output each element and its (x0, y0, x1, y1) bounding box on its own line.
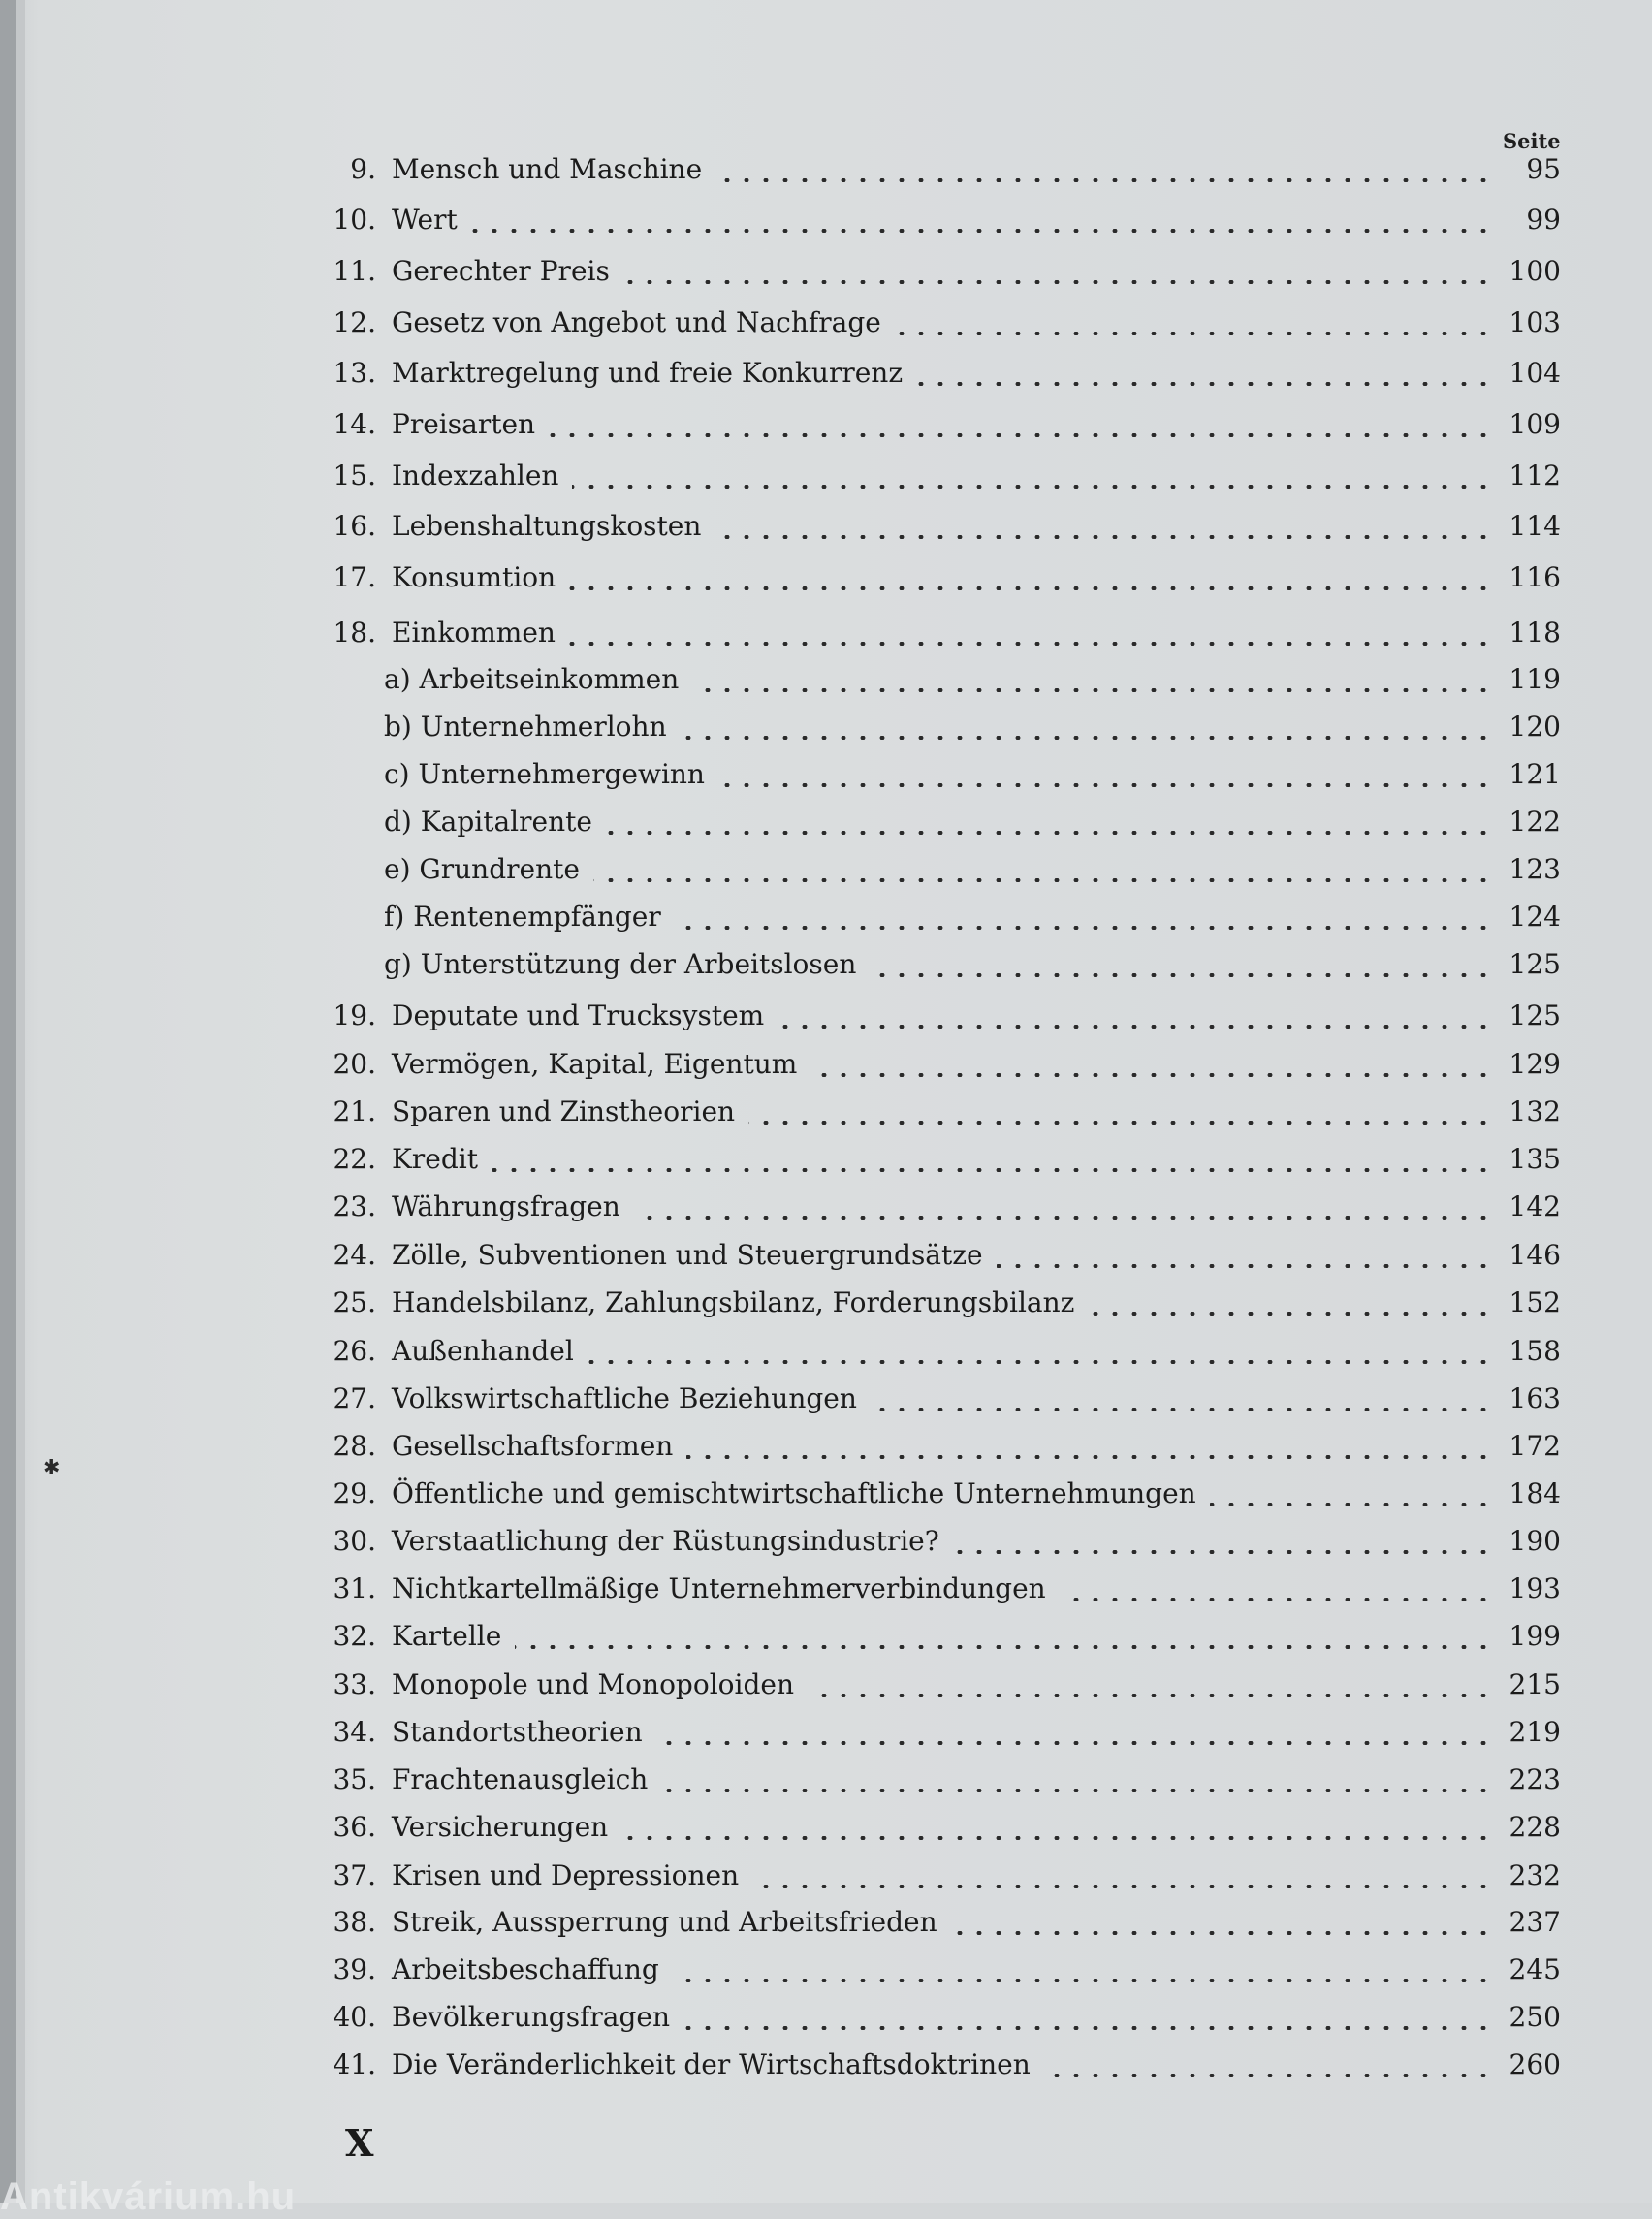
toc-entry-title: Konsumtion (392, 561, 556, 593)
leader-dots (549, 433, 1493, 437)
toc-entry-title: c) Unternehmergewinn (384, 758, 705, 790)
toc-entry-page: 219 (1509, 1716, 1561, 1748)
toc-entry-number: 24. (333, 1239, 376, 1271)
leader-dots (1088, 1312, 1493, 1316)
toc-entry-title: Kartelle (392, 1620, 502, 1652)
leader-dots (606, 831, 1493, 835)
book-gutter (0, 0, 16, 2203)
toc-entry (330, 408, 1571, 447)
toc-entry (330, 853, 1571, 892)
toc-entry-title: Zölle, Subventionen und Steuergrundsätze (392, 1239, 983, 1271)
leader-dots (748, 1121, 1493, 1125)
leader-dots (870, 973, 1493, 977)
leader-dots (692, 688, 1493, 692)
toc-entry-title: f) Rentenempfänger (384, 901, 661, 933)
toc-entry (330, 1430, 1571, 1469)
toc-entry-title: Verstaatlichung der Rüstungsindustrie? (392, 1525, 939, 1557)
toc-entry-number: 30. (333, 1525, 376, 1557)
toc-entry-title: b) Unternehmerlohn (384, 711, 667, 743)
toc-entry-title: Marktregelung und freie Konkurrenz (392, 357, 904, 389)
toc-entry-number: 20. (333, 1048, 376, 1080)
toc-entry (330, 1763, 1571, 1802)
toc-entry (330, 999, 1571, 1038)
toc-entry-title: Sparen und Zinstheorien (392, 1095, 736, 1127)
toc-entry-page: 109 (1509, 408, 1561, 440)
toc-entry-page: 223 (1509, 1763, 1561, 1795)
leader-dots (997, 1264, 1493, 1268)
toc-entry (330, 204, 1571, 242)
toc-entry-number: 28. (333, 1430, 376, 1462)
toc-entry-page: 250 (1509, 2001, 1561, 2033)
leader-dots (778, 1025, 1493, 1029)
leader-dots (569, 642, 1493, 646)
toc-entry (330, 1620, 1571, 1659)
toc-entry-number: 25. (333, 1286, 376, 1318)
toc-entry (330, 1953, 1571, 1992)
toc-entry-title: Vermögen, Kapital, Eigentum (392, 1048, 798, 1080)
toc-entry-page: 190 (1509, 1525, 1561, 1557)
toc-entry-title: Monopole und Monopoloiden (392, 1668, 795, 1700)
toc-entry-number: 16. (333, 510, 376, 542)
leader-dots (675, 926, 1493, 930)
toc-entry-page: 163 (1509, 1382, 1561, 1414)
toc-entry (330, 1859, 1571, 1898)
toc-entry-title: Standortstheorien (392, 1716, 643, 1748)
toc-entry-page: 237 (1509, 1906, 1561, 1938)
toc-entry-page: 152 (1509, 1286, 1561, 1318)
toc-entry-title: Indexzahlen (392, 460, 559, 491)
toc-entry-page: 118 (1509, 617, 1561, 649)
leader-dots (953, 1550, 1493, 1554)
toc-entry-page: 135 (1509, 1143, 1561, 1175)
toc-entry-page: 232 (1509, 1859, 1561, 1891)
toc-entry-page: 121 (1509, 758, 1561, 790)
leader-dots (871, 1408, 1493, 1411)
toc-entry-number: 38. (333, 1906, 376, 1938)
leader-dots (1210, 1503, 1493, 1506)
toc-entry-number: 17. (333, 561, 376, 593)
toc-entry-page: 228 (1509, 1811, 1561, 1843)
toc-entry-title: Streik, Aussperrung und Arbeitsfrieden (392, 1906, 937, 1938)
toc-entry (330, 948, 1571, 987)
leader-dots (588, 1360, 1493, 1364)
toc-entry-title: g) Unterstützung der Arbeitslosen (384, 948, 857, 980)
toc-entry-page: 146 (1509, 1239, 1561, 1271)
toc-entry-title: d) Kapitalrente (384, 806, 592, 838)
toc-entry-number: 41. (333, 2048, 376, 2080)
toc-entry-title: Die Veränderlichkeit der Wirtschaftsdoktrinen (392, 2048, 1031, 2080)
toc-entry-number: 35. (333, 1763, 376, 1795)
toc-entry (330, 1190, 1571, 1229)
leader-dots (752, 1885, 1493, 1888)
toc-entry-page: 193 (1509, 1572, 1561, 1604)
toc-entry (330, 1477, 1571, 1516)
leader-dots (681, 736, 1493, 740)
leader-dots (656, 1741, 1493, 1745)
toc-entry (330, 1572, 1571, 1611)
toc-entry-page: 158 (1509, 1335, 1561, 1367)
toc-entry (330, 758, 1571, 797)
toc-entry-title: Gerechter Preis (392, 255, 610, 287)
toc-entry-number: 29. (333, 1477, 376, 1509)
toc-entry (330, 1906, 1571, 1945)
toc-entry-page: 129 (1509, 1048, 1561, 1080)
toc-entry (330, 1716, 1571, 1755)
toc-entry-page: 172 (1509, 1430, 1561, 1462)
toc-entry-title: Mensch und Maschine (392, 153, 703, 185)
toc-entry-page: 245 (1509, 1953, 1561, 1985)
leader-dots (515, 1645, 1493, 1649)
toc-entry-number: 37. (333, 1859, 376, 1891)
leader-dots (810, 1073, 1493, 1077)
page-folio: X (345, 2121, 374, 2165)
toc-entry-title: Währungsfragen (392, 1190, 620, 1222)
toc-entry-number: 12. (333, 306, 376, 338)
toc-entry (330, 1286, 1571, 1325)
margin-mark-icon: ✱ (43, 1456, 61, 1480)
leader-dots (569, 586, 1493, 590)
leader-dots (718, 783, 1493, 787)
toc-entry (330, 460, 1571, 498)
toc-entry (330, 153, 1571, 192)
book-gutter-edge (16, 0, 25, 2203)
toc-entry-title: Krisen und Depressionen (392, 1859, 740, 1891)
toc-entry (330, 663, 1571, 702)
toc-entry (330, 1382, 1571, 1421)
leader-dots (715, 178, 1493, 182)
toc-entry-number: 36. (333, 1811, 376, 1843)
toc-entry (330, 510, 1571, 549)
toc-entry-number: 22. (333, 1143, 376, 1175)
toc-entry-page: 104 (1509, 357, 1561, 389)
toc-entry-title: Gesetz von Angebot und Nachfrage (392, 306, 881, 338)
toc-entry-number: 27. (333, 1382, 376, 1414)
toc-entry-title: Preisarten (392, 408, 536, 440)
leader-dots (951, 1931, 1493, 1935)
toc-entry (330, 306, 1571, 345)
toc-entry-title: Handelsbilanz, Zahlungsbilanz, Forderungsbilanz (392, 1286, 1075, 1318)
toc-entry-title: Außenhandel (392, 1335, 574, 1367)
toc-entry-page: 112 (1509, 460, 1561, 491)
toc-entry (330, 357, 1571, 396)
toc-entry (330, 2048, 1571, 2087)
toc-entry-number: 26. (333, 1335, 376, 1367)
toc-entry-number: 40. (333, 2001, 376, 2033)
toc-entry-number: 11. (333, 255, 376, 287)
toc-entry (330, 901, 1571, 939)
toc-entry-page: 125 (1509, 999, 1561, 1031)
leader-dots (916, 382, 1493, 386)
toc-entry-page: 122 (1509, 806, 1561, 838)
leader-dots (492, 1168, 1493, 1172)
leader-dots (715, 535, 1493, 539)
toc-entry-title: Bevölkerungsfragen (392, 2001, 671, 2033)
toc-entry (330, 1048, 1571, 1087)
toc-entry-title: Arbeitsbeschaffung (392, 1953, 659, 1985)
leader-dots (623, 280, 1493, 284)
toc-entry-title: Frachtenausgleich (392, 1763, 649, 1795)
watermark-text: Antikvárium.hu (0, 2175, 297, 2218)
toc-entry-title: Nichtkartellmäßige Unternehmerverbindungen (392, 1572, 1046, 1604)
toc-entry (330, 1525, 1571, 1564)
toc-entry-number: 31. (333, 1572, 376, 1604)
toc-entry-page: 119 (1509, 663, 1561, 695)
toc-entry (330, 711, 1571, 749)
toc-entry-title: Kredit (392, 1143, 479, 1175)
leader-dots (683, 2026, 1493, 2030)
toc-entry (330, 1811, 1571, 1850)
toc-entry-page: 132 (1509, 1095, 1561, 1127)
toc-entry (330, 1668, 1571, 1707)
leader-dots (1044, 2074, 1493, 2077)
toc-entry (330, 561, 1571, 600)
toc-entry-title: e) Grundrente (384, 853, 580, 885)
toc-entry-title: Lebenshaltungskosten (392, 510, 702, 542)
toc-entry-number: 34. (333, 1716, 376, 1748)
leader-dots (686, 1455, 1493, 1459)
toc-entry (330, 1143, 1571, 1182)
toc-entry-number: 33. (333, 1668, 376, 1700)
toc-entry-page: 123 (1509, 853, 1561, 885)
leader-dots (673, 1979, 1493, 1982)
toc-entry (330, 2001, 1571, 2040)
toc-entry (330, 1335, 1571, 1374)
toc-entry-page: 95 (1526, 153, 1561, 185)
toc-entry-number: 9. (350, 153, 376, 185)
seite-column-header: Seite (1503, 129, 1561, 153)
leader-dots (661, 1789, 1493, 1792)
toc-entry-page: 103 (1509, 306, 1561, 338)
leader-dots (808, 1694, 1493, 1697)
toc-entry-number: 13. (333, 357, 376, 389)
toc-entry-page: 215 (1509, 1668, 1561, 1700)
toc-entry-title: a) Arbeitseinkommen (384, 663, 680, 695)
leader-dots (471, 229, 1493, 233)
toc-entry-number: 32. (333, 1620, 376, 1652)
toc-entry-number: 15. (333, 460, 376, 491)
toc-entry-title: Gesellschaftsformen (392, 1430, 674, 1462)
leader-dots (621, 1836, 1493, 1840)
leader-dots (634, 1216, 1493, 1220)
toc-entry-title: Volkswirtschaftliche Beziehungen (392, 1382, 857, 1414)
toc-entry (330, 1095, 1571, 1134)
toc-entry-number: 18. (333, 617, 376, 649)
toc-entry-number: 10. (333, 204, 376, 236)
toc-entry (330, 806, 1571, 844)
toc-entry (330, 1239, 1571, 1278)
leader-dots (572, 485, 1493, 489)
toc-entry-title: Wert (392, 204, 458, 236)
toc-entry-page: 116 (1509, 561, 1561, 593)
toc-entry-title: Deputate und Trucksystem (392, 999, 765, 1031)
toc-entry-number: 23. (333, 1190, 376, 1222)
toc-entry-title: Öffentliche und gemischtwirtschaftliche Unternehmungen (392, 1477, 1196, 1509)
toc-entry-title: Einkommen (392, 617, 556, 649)
leader-dots (895, 332, 1493, 335)
leader-dots (593, 878, 1493, 882)
toc-entry-page: 100 (1509, 255, 1561, 287)
toc-entry-page: 125 (1509, 948, 1561, 980)
toc-entry (330, 617, 1571, 655)
toc-entry-number: 19. (333, 999, 376, 1031)
toc-entry-number: 21. (333, 1095, 376, 1127)
toc-entry-page: 114 (1509, 510, 1561, 542)
toc-entry-page: 124 (1509, 901, 1561, 933)
leader-dots (1060, 1598, 1493, 1601)
toc-entry-page: 184 (1509, 1477, 1561, 1509)
toc-entry-page: 99 (1526, 204, 1561, 236)
toc-entry-page: 199 (1509, 1620, 1561, 1652)
toc-entry-page: 260 (1509, 2048, 1561, 2080)
toc-entry-title: Versicherungen (392, 1811, 609, 1843)
toc-entry-number: 14. (333, 408, 376, 440)
toc-entry-page: 120 (1509, 711, 1561, 743)
toc-entry (330, 255, 1571, 294)
toc-entry-page: 142 (1509, 1190, 1561, 1222)
toc-entry-number: 39. (333, 1953, 376, 1985)
